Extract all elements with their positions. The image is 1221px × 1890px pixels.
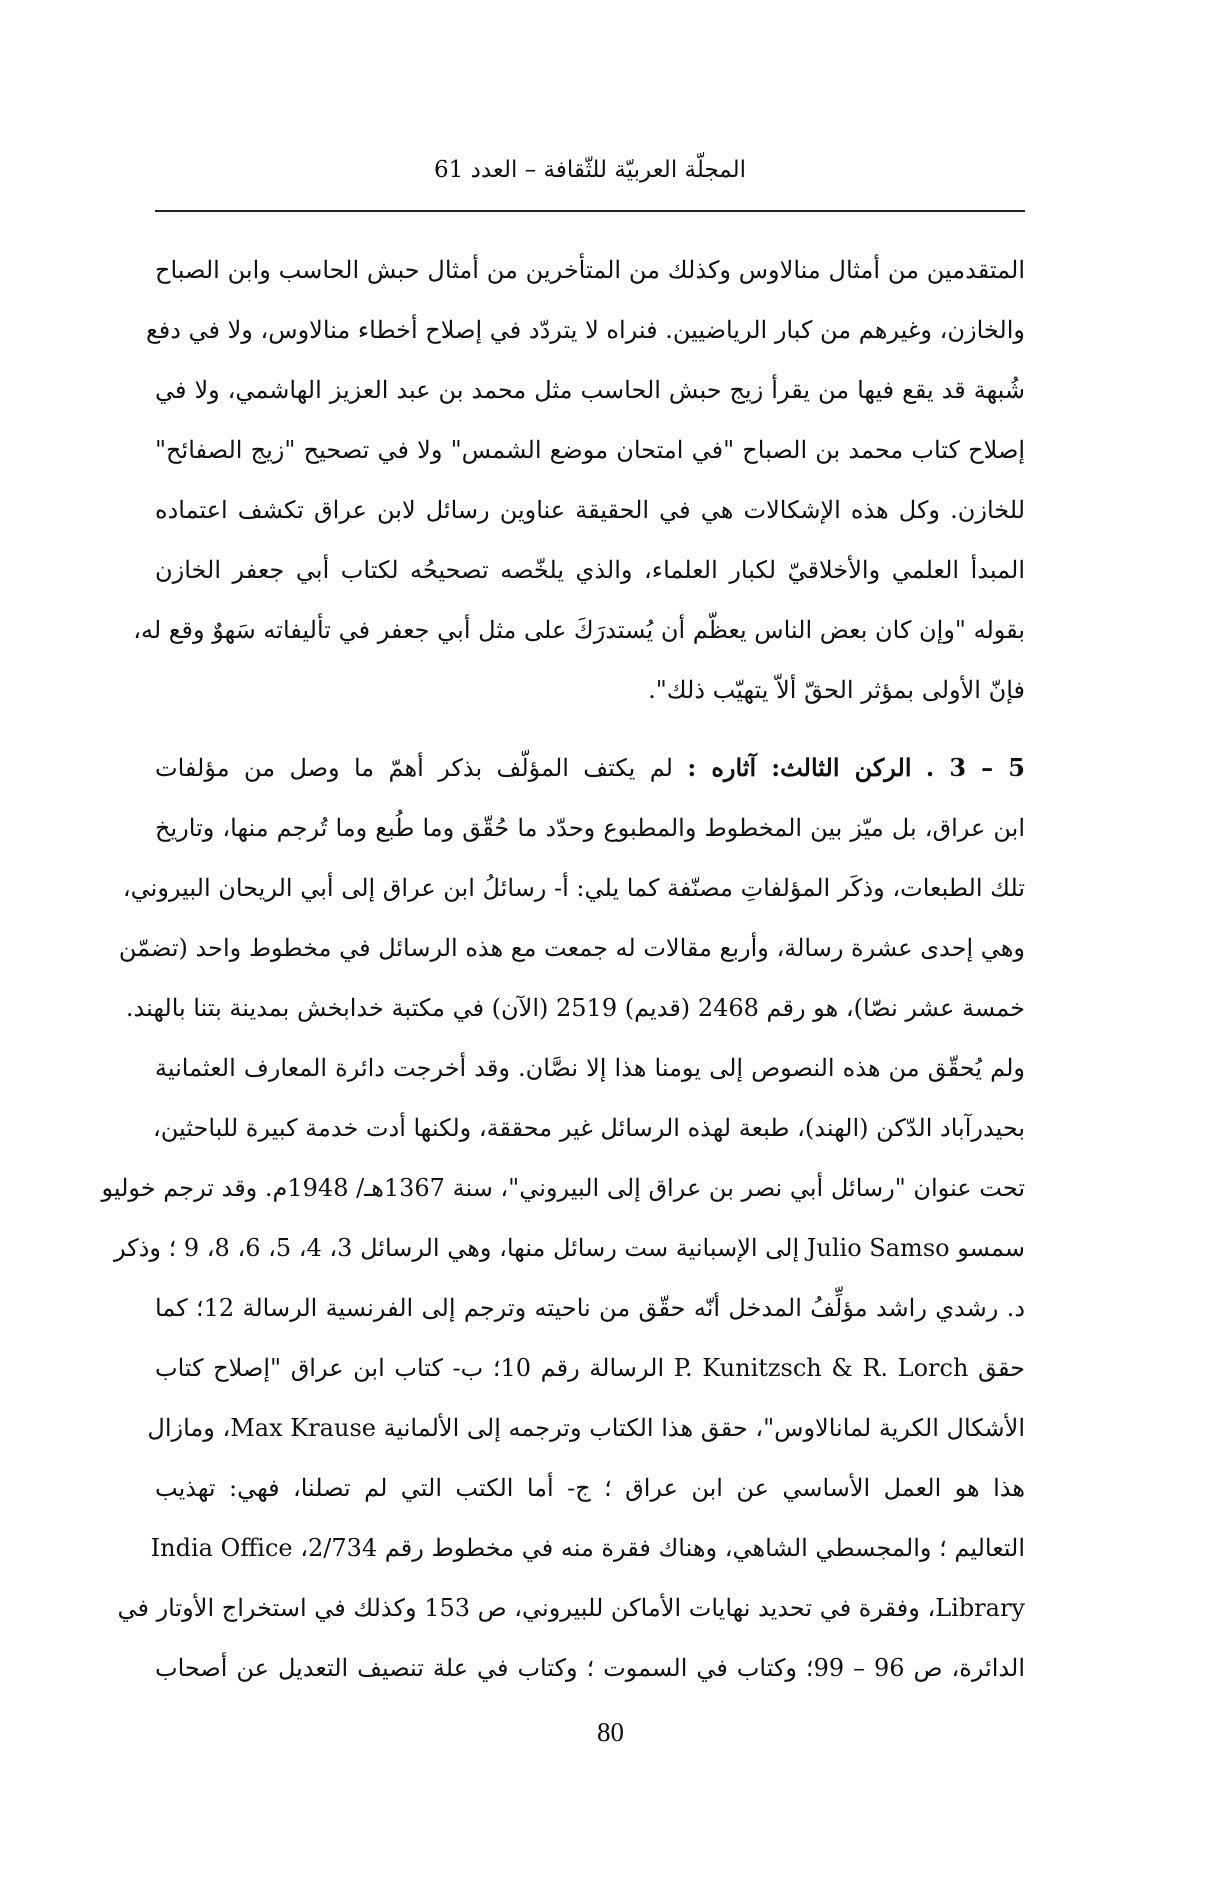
text-line: حقق P. Kunitzsch & R. Lorch الرسالة رقم 10؛ ب- كتاب ابن عراق "إصلاح كتاب [155, 1354, 1026, 1382]
section-first-line-text: لم يكتف المؤلّف بذكر أهمّ ما وصل من مؤلفات [155, 754, 673, 782]
running-header: المجلّة العربيّة للثّقافة – العدد 61 [433, 157, 747, 183]
header-rule [155, 210, 1025, 212]
text-line: Library، وفقرة في تحديد نهايات الأماكن للبيروني، ص 153 وكذلك في استخراج الأوتار في [117, 1594, 1025, 1622]
text-line: د. رشدي راشد مؤلِّفُ المدخل أنّه حقّق من ناحيته وترجم إلى الفرنسية الرسالة 12؛ كما [155, 1294, 1025, 1322]
text-line: الدائرة، ص 96 – 99؛ وكتاب في السموت ؛ وكتاب في علة تنصيف التعديل عن أصحاب [155, 1654, 1025, 1682]
text-line: الأشكال الكرية لمانالاوس"، حقق هذا الكتاب وترجمه إلى الألمانية Max Krause، ومازال [147, 1414, 1025, 1442]
text-line: وهي إحدى عشرة رسالة، وأربع مقالات له جمعت مع هذه الرسائل في مخطوط واحد (تضمّن [118, 934, 1025, 962]
text-line: بحيدرآباد الدّكن (الهند)، طبعة لهذه الرسائل غير محققة، ولكنها أدت خدمة كبيرة للباحثين، [153, 1114, 1025, 1142]
paragraph-gap [155, 720, 1025, 738]
text-line: للخازن. وكل هذه الإشكالات هي في الحقيقة عناوين رسائل لابن عراق تكشف اعتماده [155, 496, 1025, 524]
text-line: ابن عراق، بل ميّز بين المخطوط والمطبوع وحدّد ما حُقّق وما طُبع وما تُرجم منها، وتاريخ [155, 814, 1025, 842]
text-line: سمسو Julio Samso إلى الإسبانية ست رسائل منها، وهي الرسائل 3، 4، 5، 6، 8، 9 ؛ وذكر [114, 1234, 1025, 1262]
text-line: ولم يُحقّق من هذه النصوص إلى يومنا هذا إلا نصَّان. وقد أخرجت دائرة المعارف العثمانية [155, 1054, 1025, 1082]
section-title: الركن الثالث: آثاره : [687, 753, 912, 782]
text-line: والخازن، وغيرهم من كبار الرياضيين. فنراه لا يتردّد في إصلاح أخطاء منالاوس، ولا في دفع [145, 316, 1025, 344]
text-line: تحت عنوان "رسائل أبي نصر بن عراق إلى البيروني"، سنة 1367هـ/ 1948م. وقد ترجم خوليو [101, 1174, 1025, 1202]
text-line: هذا هو العمل الأساسي عن ابن عراق ؛ ج- أما الكتب التي لم تصلنا، فهي: تهذيب [155, 1474, 1025, 1502]
text-line: خمسة عشر نصّا)، هو رقم 2468 (قديم) 2519 (الآن) في مكتبة خدابخش بمدينة بتنا بالهند. [125, 994, 1025, 1022]
body-text [101, 240, 1026, 1698]
text-line: شُبهة قد يقع فيها من يقرأ زيج حبش الحاسب مثل محمد بن عبد العزيز الهاشمي، ولا في [155, 376, 1025, 404]
text-line: بقوله "وإن كان بعض الناس يعظّم أن يُستدرَكَ على مثل أبي جعفر في تأليفاته سَهوٌ وقع له، [133, 616, 1025, 644]
text-line: المبدأ العلمي والأخلاقيّ لكبار العلماء، والذي يلخّصه تصحيحُه لكتاب أبي جعفر الخازن [155, 556, 1025, 584]
text-line: فإنّ الأولى بمؤثر الحقّ ألاّ يتهيّب ذلك". [648, 676, 1025, 704]
page-number: 80 [597, 1717, 624, 1747]
text-line: التعاليم ؛ والمجسطي الشاهي، وهناك فقرة منه في مخطوط رقم 2/734، India Office [150, 1534, 1025, 1562]
text-line: إصلاح كتاب محمد بن الصباح "في امتحان موضع الشمس" ولا في تصحيح "زيج الصفائح" [155, 436, 1026, 464]
text-line: المتقدمين من أمثال منالاوس وكذلك من المتأخرين من أمثال حبش الحاسب وابن الصباح [155, 256, 1025, 284]
section-number: 5 – 3 . [925, 753, 1025, 782]
section-heading-line [155, 738, 1025, 798]
text-line: تلك الطبعات، وذكَر المؤلفاتِ مصنّفة كما يلي: أ- رسائلُ ابن عراق إلى أبي الريحان البيروني، [122, 874, 1025, 902]
